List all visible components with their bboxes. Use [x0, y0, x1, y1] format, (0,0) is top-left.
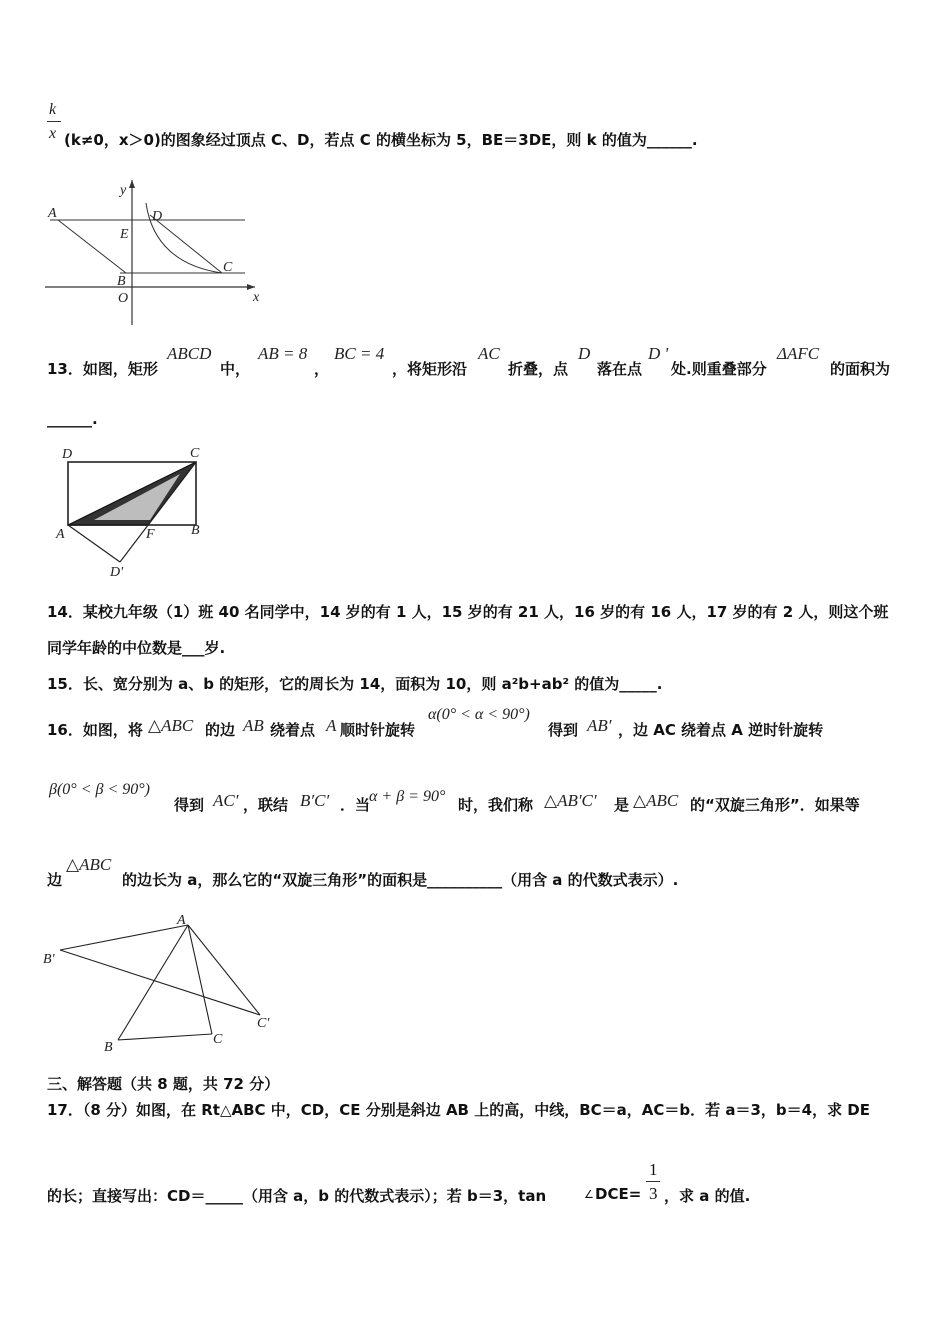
q17-frac-num: 1	[649, 1160, 658, 1179]
q16-l2-d: 时，我们称	[458, 796, 534, 814]
q16-l3-a: 边	[47, 871, 63, 889]
q16-l1-ab: AB	[243, 716, 264, 735]
q13-prefix: 13．如图，矩形	[47, 360, 158, 378]
fig12-label-d: D	[152, 209, 163, 224]
q13-bc: BC = 4	[334, 344, 385, 363]
q17-line1: 17．（8 分）如图，在 Rt△ABC 中，CD，CE 分别是斜边 AB 上的高，中线，BC＝a，AC＝b．若 a＝3，b＝4，求 DE	[47, 1101, 871, 1119]
q13-rect: ABCD	[167, 344, 212, 363]
q13-dp: D '	[648, 344, 669, 363]
q12-frac-num: k	[49, 101, 57, 118]
q13-ac: AC	[478, 344, 500, 363]
fig12-label-e: E	[120, 227, 129, 242]
fig13-label-b: B	[191, 523, 200, 538]
q16-l2-tri2: △AB′C′	[544, 791, 597, 810]
q16-l3-b: 的边长为 a，那么它的“双旋三角形”的面积是__________（用含 a 的代数式表示）.	[122, 871, 679, 889]
fig12-label-y: y	[120, 183, 127, 198]
q16-alpha-range: α(0° < α < 90°)	[428, 706, 530, 723]
q16-l3-tri: △ABC	[66, 855, 112, 874]
fig16-label-b: B	[104, 1040, 113, 1055]
q13-mid4: 落在点	[597, 360, 643, 378]
q16-l2-bc: B′C′	[300, 791, 330, 810]
q13-ab: AB = 8	[258, 344, 308, 363]
figure-16	[40, 910, 280, 1060]
q16-l1-b: 的边	[205, 721, 236, 739]
fig12-label-x: x	[253, 290, 260, 305]
q13-blank: ______.	[47, 410, 98, 428]
fig13-label-c: C	[190, 446, 200, 461]
fig12-label-a: A	[48, 206, 57, 221]
fig13-label-d: D	[62, 447, 73, 462]
q16-l2-c: ．当	[340, 796, 371, 814]
q13-comma: ，	[314, 360, 330, 378]
q16-l2-tri: △ABC	[633, 791, 679, 810]
q13-mid3: 折叠，点	[508, 360, 569, 378]
fig12-label-c: C	[223, 260, 233, 275]
q16-l2-acp: AC′	[213, 791, 239, 810]
q16-l1-f: ，边 AC 绕着点 A 逆时针旋转	[618, 721, 824, 739]
q16-l2-a: 得到	[174, 796, 205, 814]
q14-line1: 14．某校九年级（1）班 40 名同学中，14 岁的有 1 人，15 岁的有 21 人，16 岁的有 16 人，17 岁的有 2 人，则这个班	[47, 603, 889, 621]
q13-tri: ΔAFC	[777, 344, 820, 363]
q17-angle-symbol: ∠	[584, 1188, 594, 1201]
q13-mid5: 处.则重叠部分	[671, 360, 767, 378]
q16-l1-d: 顺时针旋转	[340, 721, 416, 739]
q16-l1-a: 16．如图，将	[47, 721, 143, 739]
q15-text: 15．长、宽分别为 a、b 的矩形，它的周长为 14，面积为 10，则 a²b+ab² 的值为_____.	[47, 675, 663, 693]
q16-l2-e: 是	[614, 796, 630, 814]
q13-d: D	[578, 344, 591, 363]
fig16-label-cp: C'	[257, 1016, 270, 1031]
q17-line2-c: ，求 a 的值.	[664, 1187, 751, 1205]
q16-l2-f: 的“双旋三角形”．如果等	[690, 796, 860, 814]
q16-beta-range: β(0° < β < 90°)	[49, 781, 150, 798]
q12-frac-bar	[47, 121, 61, 122]
fig16-label-a: A	[177, 913, 186, 928]
q17-frac-bar	[646, 1181, 660, 1182]
q16-l1-e: 得到	[548, 721, 579, 739]
fig13-label-f: F	[146, 527, 155, 542]
fig16-label-c: C	[213, 1032, 223, 1047]
fig16-label-bp: B'	[43, 952, 55, 967]
q16-l1-tri: △ABC	[148, 716, 194, 735]
section-3-title: 三、解答题（共 8 题，共 72 分）	[47, 1075, 280, 1093]
q12-text: (k≠0，x＞0)的图象经过顶点 C、D，若点 C 的横坐标为 5，BE＝3DE，则 k 的值为______.	[64, 131, 698, 149]
q16-l1-abp: AB′	[587, 716, 612, 735]
q16-l2-b: ，联结	[243, 796, 289, 814]
fig13-label-dp: D'	[110, 565, 124, 580]
figure-12	[40, 175, 270, 330]
q14-line2: 同学年龄的中位数是___岁.	[47, 639, 226, 657]
q16-l2-sum: α + β = 90°	[369, 788, 446, 805]
q12-frac-den: x	[49, 125, 57, 142]
fig13-label-a: A	[56, 527, 65, 542]
fig12-label-b: B	[117, 274, 126, 289]
q16-l1-c: 绕着点	[270, 721, 316, 739]
q17-line2-b: DCE=	[595, 1185, 642, 1203]
q13-mid6: 的面积为	[830, 360, 891, 378]
q17-frac-den: 3	[649, 1184, 658, 1203]
q13-mid1: 中，	[220, 360, 251, 378]
fig12-label-o: O	[118, 291, 129, 306]
figure-13	[50, 440, 220, 580]
q17-line2-a: 的长；直接写出：CD＝_____（用含 a，b 的代数式表示）；若 b＝3，tan	[47, 1187, 547, 1205]
q16-l1-A: A	[326, 716, 337, 735]
q13-mid2: ，将矩形沿	[392, 360, 468, 378]
